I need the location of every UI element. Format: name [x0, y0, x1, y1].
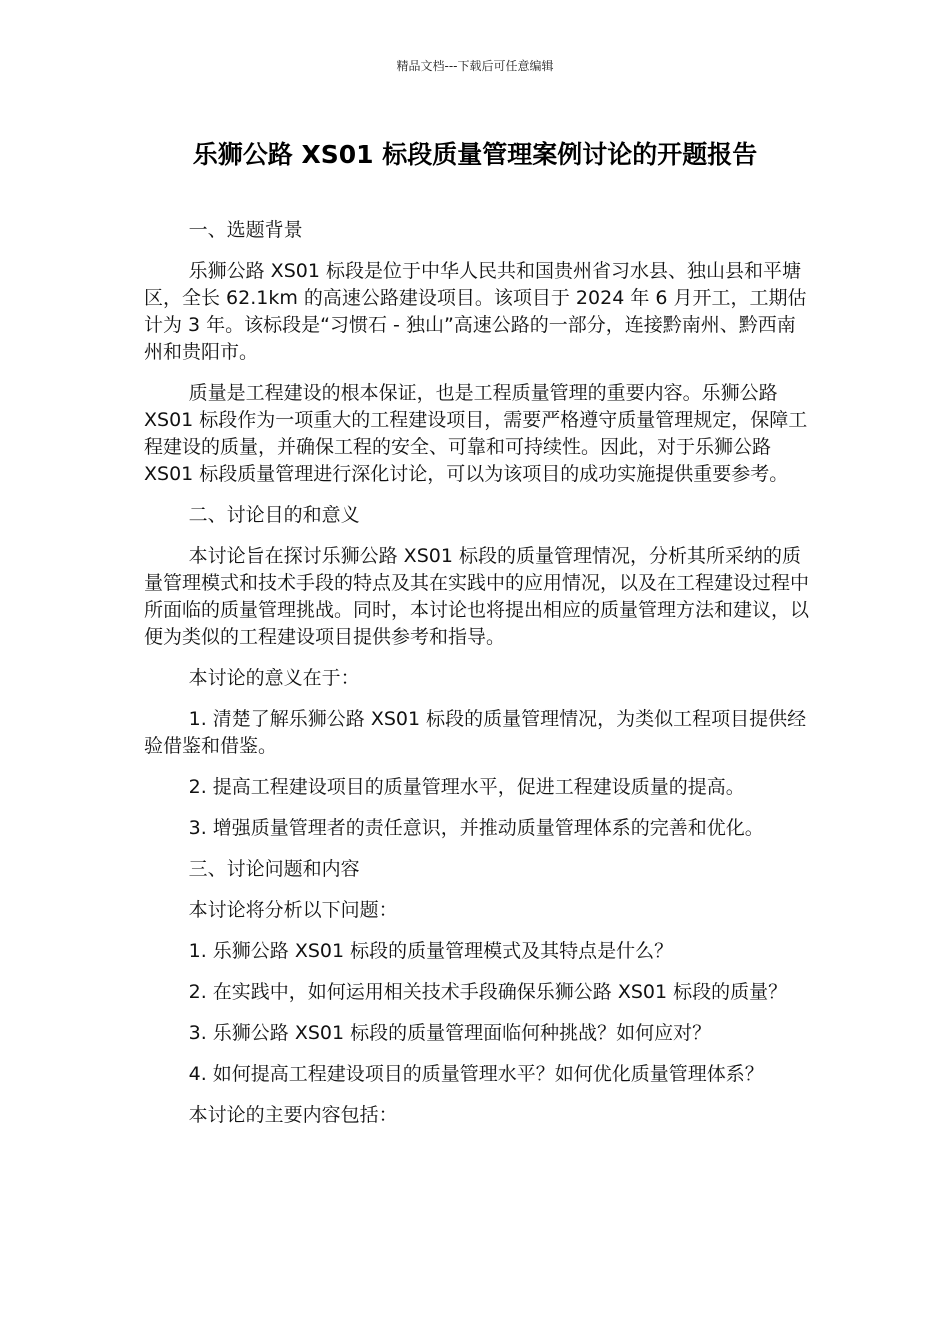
- section-heading-purpose: 二、讨论目的和意义: [188, 504, 360, 526]
- document-title: 乐狮公路 XS01 标段质量管理案例讨论的开题报告: [192, 140, 758, 169]
- list-item-question-4: 4. 如何提高工程建设项目的质量管理水平？如何优化质量管理体系？: [188, 1063, 764, 1085]
- document-body: [144, 217, 814, 1143]
- list-item-question-3: 3. 乐狮公路 XS01 标段的质量管理面临何种挑战？如何应对？: [188, 1022, 712, 1044]
- section-heading-questions: 三、讨论问题和内容: [188, 858, 360, 880]
- paragraph-questions-intro: 本讨论将分析以下问题：: [188, 899, 398, 921]
- list-item-question-1: 1. 乐狮公路 XS01 标段的质量管理模式及其特点是什么？: [188, 940, 674, 962]
- paragraph-quality-importance: 质量是工程建设的根本保证，也是工程质量管理的重要内容。乐狮公路 XS01 标段作为一项重大的工程建设项目，需要严格遵守质量管理规定，保障工程建设的质量，并确保工程的安全、可靠和可持续性。因此，对于乐狮公路 XS01 标段质量管理进行深化讨论，可以为该项目的成功实施提供重要参考。: [144, 382, 808, 485]
- list-item-significance-2: 2. 提高工程建设项目的质量管理水平，促进工程建设质量的提高。: [188, 776, 745, 798]
- paragraph-purpose: 本讨论旨在探讨乐狮公路 XS01 标段的质量管理情况，分析其所采纳的质量管理模式和技术手段的特点及其在实践中的应用情况，以及在工程建设过程中所面临的质量管理挑战。同时，本讨论也将提出相应的质量管理方法和建议，以便为类似的工程建设项目提供参考和指导。: [144, 545, 810, 648]
- paragraph-significance-intro: 本讨论的意义在于：: [188, 667, 360, 689]
- paragraph-project-overview: 乐狮公路 XS01 标段是位于中华人民共和国贵州省习水县、独山县和平塘区，全长 62.1km 的高速公路建设项目。该项目于 2024 年 6 月开工，工期估计为 3 年。该标段是“习惯石 - 独山”高速公路的一部分，连接黔南州、黔西南州和贵阳市。: [144, 260, 807, 363]
- section-heading-background: 一、选题背景: [188, 219, 303, 241]
- paragraph-content-intro: 本讨论的主要内容包括：: [188, 1104, 398, 1126]
- list-item-question-2: 2. 在实践中，如何运用相关技术手段确保乐狮公路 XS01 标段的质量？: [188, 981, 788, 1003]
- page-header-note: 精品文档---下载后可任意编辑: [396, 59, 554, 73]
- list-item-significance-3: 3. 增强质量管理者的责任意识，并推动质量管理体系的完善和优化。: [188, 817, 764, 839]
- list-item-significance-1: 1. 清楚了解乐狮公路 XS01 标段的质量管理情况，为类似工程项目提供经验借鉴和借鉴。: [144, 708, 807, 757]
